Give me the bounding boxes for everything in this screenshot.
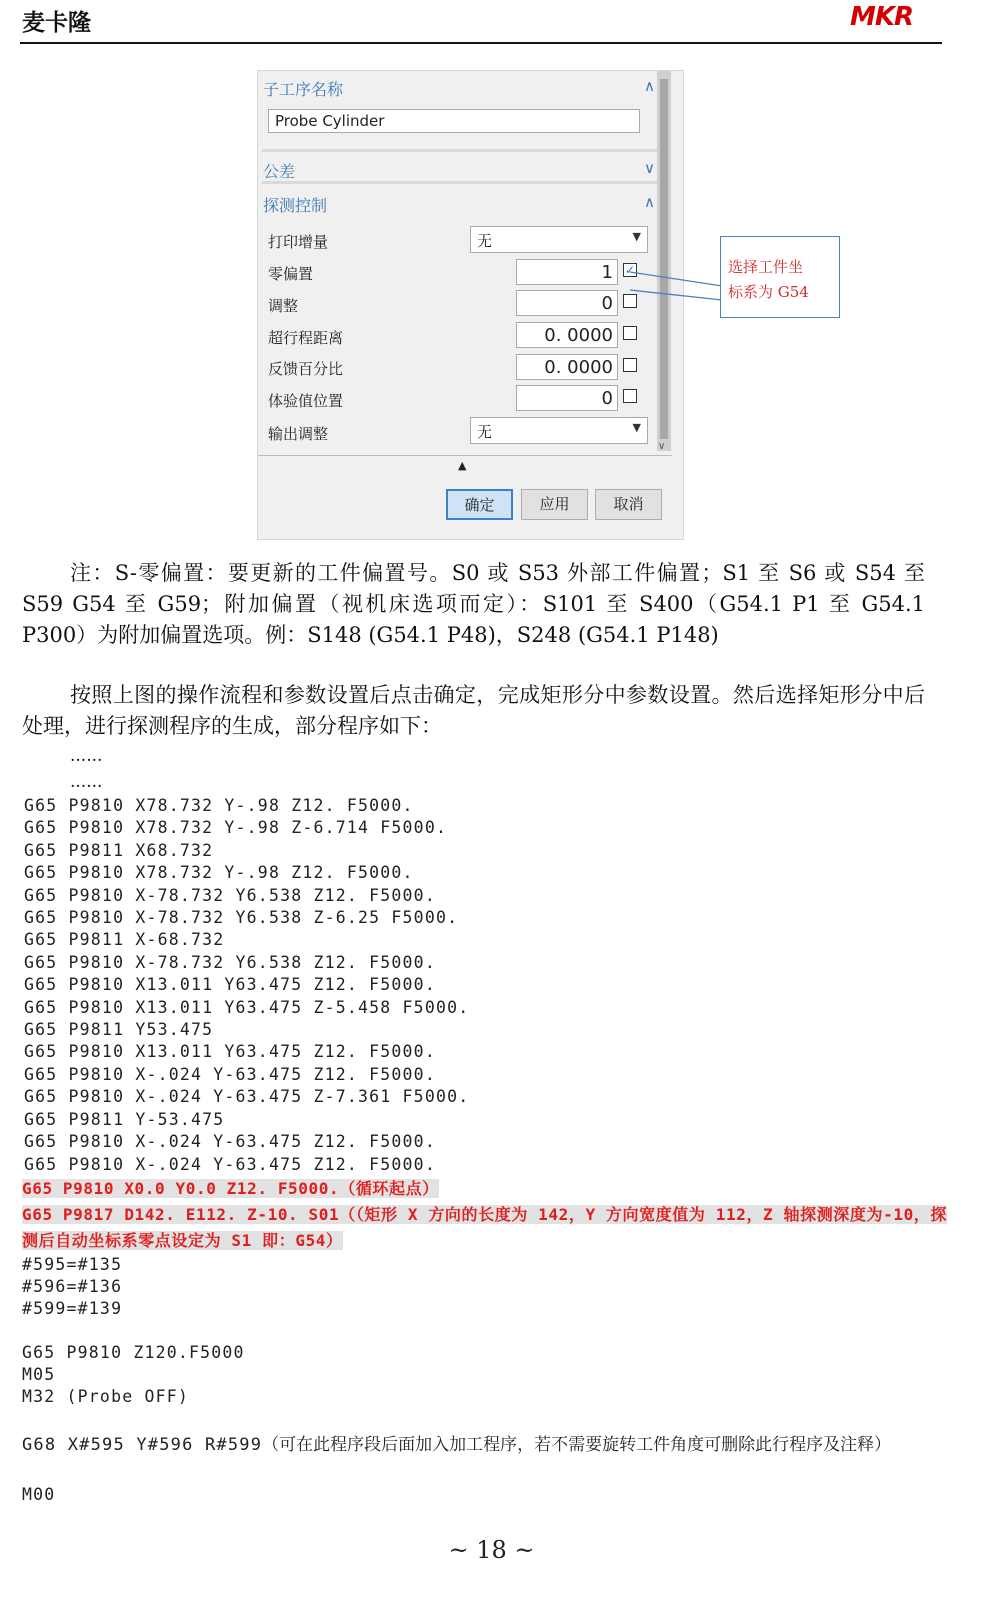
m00-line: M00 bbox=[22, 1485, 56, 1504]
feedback-percent-input[interactable]: 0. 0000 bbox=[516, 354, 618, 380]
code-line: #599=#139 bbox=[22, 1299, 123, 1318]
callout-box bbox=[720, 236, 840, 318]
dropdown-arrow-icon: ▼ bbox=[632, 230, 641, 243]
experience-position-checkbox[interactable] bbox=[623, 389, 637, 403]
highlight-cycle-start bbox=[22, 1176, 947, 1202]
field-label-experience-position: 体验值位置 bbox=[268, 392, 344, 410]
code-line: G65 P9810 X78.732 Y-.98 Z12. F5000. bbox=[24, 796, 414, 815]
header-divider bbox=[20, 42, 942, 44]
code-line: G65 P9810 Z120.F5000 bbox=[22, 1343, 245, 1362]
field-label-adjust: 调整 bbox=[268, 297, 299, 315]
code-line: M05 bbox=[22, 1365, 56, 1384]
variable-block bbox=[22, 1254, 122, 1320]
brand-logo: MKR bbox=[850, 2, 914, 32]
field-label-zero-offset: 零偏置 bbox=[268, 265, 314, 283]
code-line: G65 P9810 X13.011 Y63.475 Z-5.458 F5000. bbox=[24, 997, 470, 1017]
chevron-up-icon[interactable]: ∧ bbox=[644, 193, 655, 211]
callout-line-2: 标系为 G54 bbox=[728, 283, 809, 301]
code-line: G65 P9811 X68.732 bbox=[24, 840, 214, 860]
code-block bbox=[24, 795, 469, 1176]
overtravel-input[interactable]: 0. 0000 bbox=[516, 322, 618, 348]
page-number: ~ 18 ~ bbox=[448, 1536, 535, 1564]
code-line: G65 P9810 X13.011 Y63.475 Z12. F5000. bbox=[24, 1042, 436, 1062]
code-line: M32 (Probe OFF) bbox=[22, 1387, 190, 1406]
field-label-feedback-percent: 反馈百分比 bbox=[268, 360, 344, 378]
checkmark-icon: ✓ bbox=[624, 263, 636, 277]
code-line: G65 P9810 X-.024 Y-63.475 Z-7.361 F5000. bbox=[24, 1087, 470, 1107]
section-subop-label: 子工序名称 bbox=[263, 80, 344, 99]
apply-button[interactable]: 应用 bbox=[521, 489, 588, 520]
code-line: G65 P9811 X-68.732 bbox=[24, 930, 225, 950]
code-line: G65 P9810 X78.732 Y-.98 Z-6.714 F5000. bbox=[24, 818, 448, 838]
field-label-output-adjust: 输出调整 bbox=[268, 425, 329, 443]
callout-connector bbox=[600, 250, 730, 320]
code-line: G65 P9810 X78.732 Y-.98 Z12. F5000. bbox=[24, 863, 414, 883]
ok-button[interactable]: 确定 bbox=[446, 489, 513, 520]
subop-name-input[interactable]: Probe Cylinder bbox=[268, 109, 640, 133]
collapse-up-icon[interactable]: ▲ bbox=[458, 459, 467, 472]
ellipsis-1: ...... bbox=[70, 746, 103, 766]
code-line: G65 P9810 X-.024 Y-63.475 Z12. F5000. bbox=[24, 1154, 436, 1174]
code-line: G65 P9810 X-78.732 Y6.538 Z12. F5000. bbox=[24, 885, 436, 905]
code-line: #595=#135 bbox=[22, 1255, 123, 1274]
highlight-rect-probe-text: G65 P9817 D142. E112. Z-10. S01（（矩形 X 方向的长度为 142，Y 方向宽度值为 112，Z 轴探测深度为-10，探测后自动坐标系零点设定为 S1 即：G54） bbox=[22, 1205, 948, 1250]
ellipsis-2: ...... bbox=[70, 772, 103, 792]
section-subop-header[interactable] bbox=[263, 77, 663, 100]
scroll-down-icon[interactable]: ∨ bbox=[658, 441, 666, 452]
code-line: G65 P9810 X-.024 Y-63.475 Z12. F5000. bbox=[24, 1064, 436, 1084]
code-tail-block bbox=[22, 1342, 245, 1408]
adjust-input[interactable]: 0 bbox=[516, 290, 618, 316]
document-title: 麦卡隆 bbox=[22, 10, 91, 36]
highlight-rect-probe bbox=[22, 1202, 947, 1254]
chevron-up-icon[interactable]: ∧ bbox=[644, 77, 655, 95]
g68-code: G68 X#595 Y#596 R#599 bbox=[22, 1435, 263, 1455]
field-label-print-increment: 打印增量 bbox=[268, 233, 329, 251]
g68-line bbox=[22, 1432, 932, 1458]
output-adjust-select[interactable] bbox=[470, 417, 648, 444]
code-line: G65 P9810 X-78.732 Y6.538 Z12. F5000. bbox=[24, 952, 436, 972]
code-line: G65 P9811 Y-53.475 bbox=[24, 1109, 225, 1129]
cancel-button[interactable]: 取消 bbox=[595, 489, 662, 520]
zero-offset-input[interactable]: 1 bbox=[516, 259, 618, 285]
feedback-percent-checkbox[interactable] bbox=[623, 358, 637, 372]
callout-line-1: 选择工件坐 bbox=[728, 258, 804, 276]
chevron-down-icon[interactable]: ∨ bbox=[644, 159, 655, 177]
section-tolerance-label: 公差 bbox=[263, 162, 296, 181]
section-divider bbox=[262, 149, 664, 152]
code-line: G65 P9810 X-78.732 Y6.538 Z-6.25 F5000. bbox=[24, 908, 459, 928]
section-divider bbox=[262, 181, 664, 184]
highlight-cycle-start-text: G65 P9810 X0.0 Y0.0 Z12. F5000.（循环起点） bbox=[22, 1179, 439, 1198]
section-probe-header[interactable] bbox=[263, 193, 663, 216]
print-increment-select[interactable] bbox=[470, 226, 648, 253]
code-line: G65 P9810 X13.011 Y63.475 Z12. F5000. bbox=[24, 975, 436, 995]
section-tolerance-header[interactable] bbox=[263, 159, 663, 182]
dialog-divider bbox=[258, 455, 672, 456]
code-line: G65 P9810 X-.024 Y-63.475 Z12. F5000. bbox=[24, 1132, 436, 1152]
note-paragraph: 注：S-零偏置：要更新的工件偏置号。S0 或 S53 外部工件偏置；S1 至 S6 或 S54 至 S59 G54 至 G59；附加偏置（视机床选项而定）：S101 至 S400（G54.1 P1 至 G54.1 P300）为附加偏置选项。例：S148 (G54.1 P48)，S248 (G54.1 P148) bbox=[22, 561, 925, 647]
dropdown-arrow-icon: ▼ bbox=[632, 421, 641, 434]
experience-position-input[interactable]: 0 bbox=[516, 385, 618, 411]
print-increment-value: 无 bbox=[477, 232, 493, 250]
g68-note: （可在此程序段后面加入加工程序，若不需要旋转工件角度可删除此行程序及注释） bbox=[262, 1435, 892, 1455]
output-adjust-value: 无 bbox=[477, 423, 493, 441]
field-label-overtravel: 超行程距离 bbox=[268, 329, 344, 347]
overtravel-checkbox[interactable] bbox=[623, 326, 637, 340]
section-probe-label: 探测控制 bbox=[263, 196, 328, 215]
code-line: G65 P9811 Y53.475 bbox=[24, 1020, 214, 1040]
instruction-paragraph: 按照上图的操作流程和参数设置后点击确定，完成矩形分中参数设置。然后选择矩形分中后处理，进行探测程序的生成，部分程序如下： bbox=[22, 683, 925, 738]
code-line: #596=#136 bbox=[22, 1277, 123, 1296]
